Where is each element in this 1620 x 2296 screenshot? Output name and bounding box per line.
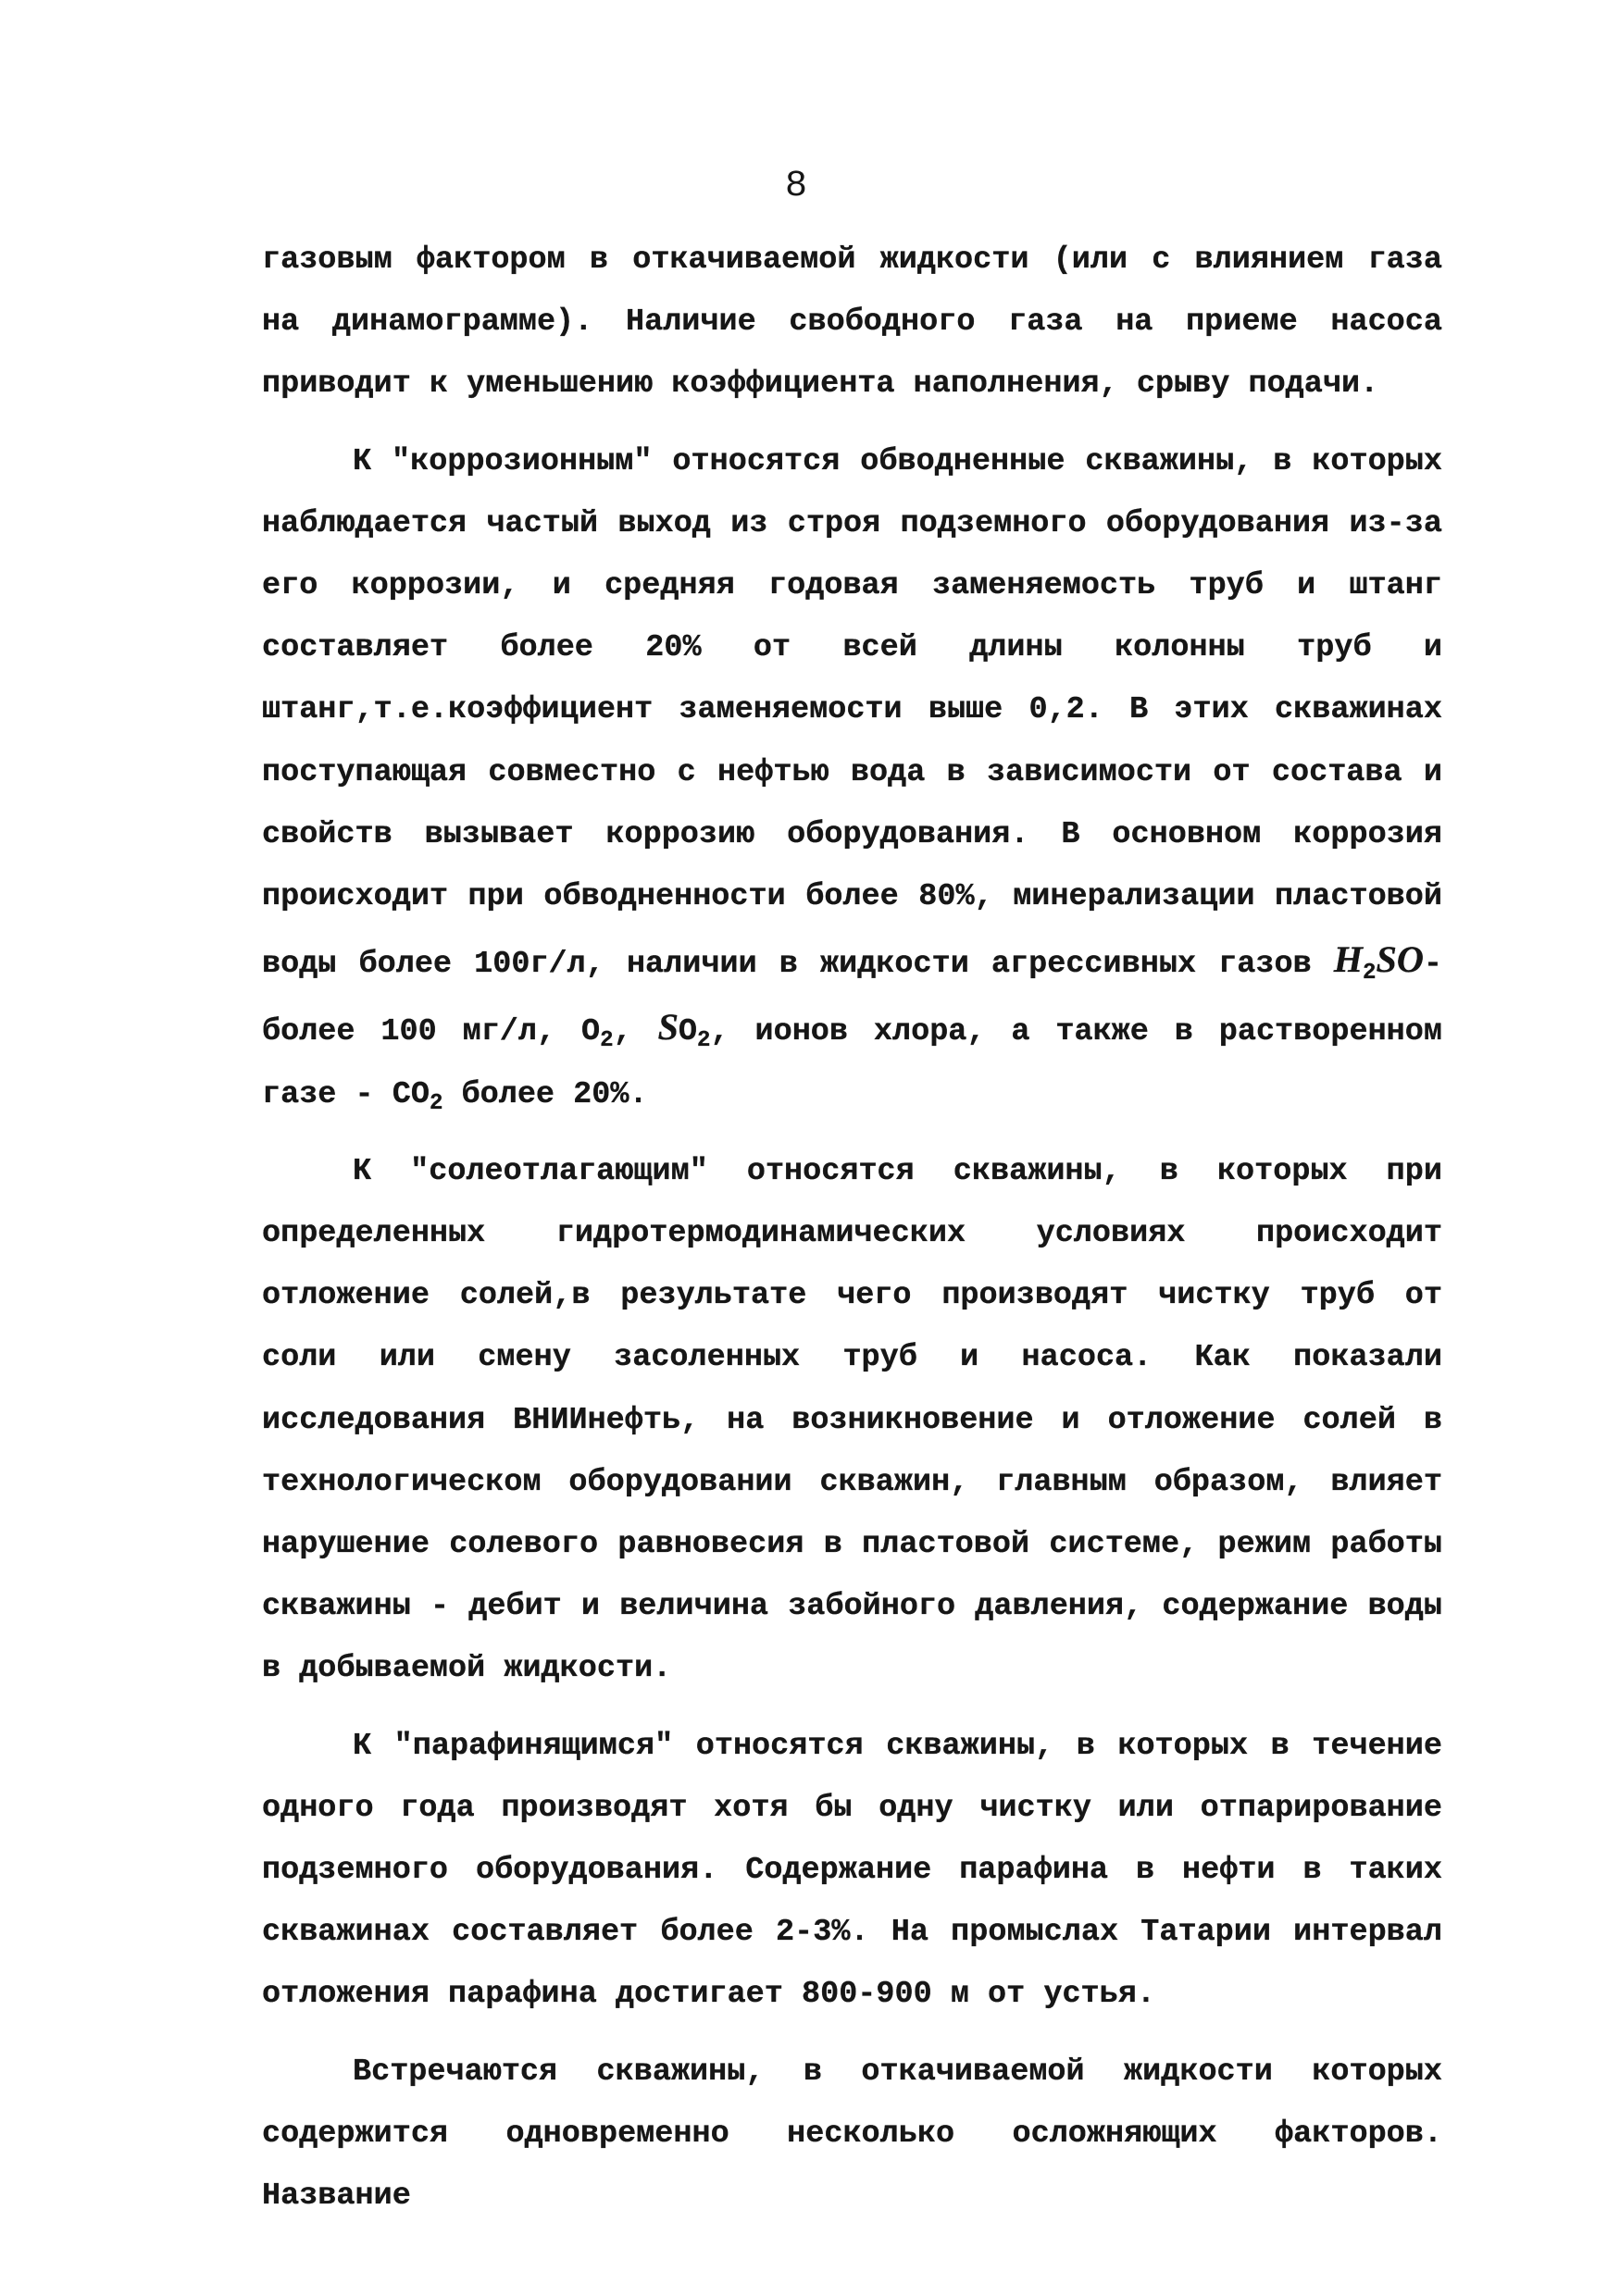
- text-run: К "парафинящимся" относятся скважины, в которых в течение одного года производят хотя бы одну чистку или отпарирование подземного оборудования. Содержание парафина в нефти в таких скважинах составляет более 2-3%. На промыслах Татарии интервал отложения парафина достигает 800-900 м от устья.: [262, 1728, 1442, 2013]
- text-run: ,: [613, 1014, 658, 1050]
- text-run: - более 100 мг/л, O: [262, 947, 1442, 1050]
- text-run: более 20%.: [442, 1076, 648, 1112]
- subscript: 2: [429, 1090, 443, 1116]
- paragraph-4: [262, 1716, 1442, 2027]
- text-run: К "солеотлагающим" относятся скважины, в которых при определенных гидротермодинамических условиях происходит отложение солей,в результате чего производят чистку труб от соли или смену засоленных труб и насоса. Как показали исследования ВНИИнефть, на возникновение и отложение солей в технологическом оборудовании скважин, главным образом, влияет нарушение солевого равновесия в пластовой системе, режим работы скважины - дебит и величина забойного давления, содержание воды в добываемой жидкости.: [262, 1153, 1442, 1687]
- text-run: Встречаются скважины, в откачиваемой жидкости которых содержится одновременно несколько осложняющих факторов. Название: [262, 2054, 1442, 2215]
- paragraph-2: [262, 431, 1442, 1126]
- text-run: К "коррозионным" относятся обводненные скважины, в которых наблюдается частый выход из строя подземного оборудования из-за его коррозии, и средняя годовая заменяемость труб и штанг составляет более 20% от всей длины колонны труб и штанг,т.е.коэффициент заменяемости выше 0,2. В этих скважинах поступающая совместно с нефтью вода в зависимости от состава и свойств вызывает коррозию оборудования. В основном коррозия происходит при обводненности более 80%, минерализации пластовой воды более 100г/л, наличии в жидкости агрессивных газов: [262, 443, 1442, 983]
- chemical-formula: S: [657, 1006, 679, 1049]
- subscript: 2: [600, 1028, 614, 1054]
- text-run: , ионов хлора, а также в растворенном газе - CO: [262, 1014, 1442, 1112]
- paragraph-5: [262, 2042, 1442, 2228]
- text-run: газовым фактором в откачиваемой жидкости (или с влиянием газа на динамограмме). Наличие свободного газа на приеме насоса приводит к уменьшению коэффициента наполнения, срыву подачи.: [262, 242, 1442, 403]
- chemical-formula: H: [1333, 938, 1364, 981]
- body-text: [262, 230, 1442, 2228]
- paragraph-3: [262, 1141, 1442, 1701]
- page-number: 8: [785, 166, 808, 207]
- text-run: O: [678, 1014, 698, 1050]
- paragraph-1: [262, 230, 1442, 416]
- subscript: 2: [697, 1028, 711, 1054]
- subscript: 2: [1363, 961, 1377, 987]
- chemical-formula: SO: [1376, 938, 1424, 981]
